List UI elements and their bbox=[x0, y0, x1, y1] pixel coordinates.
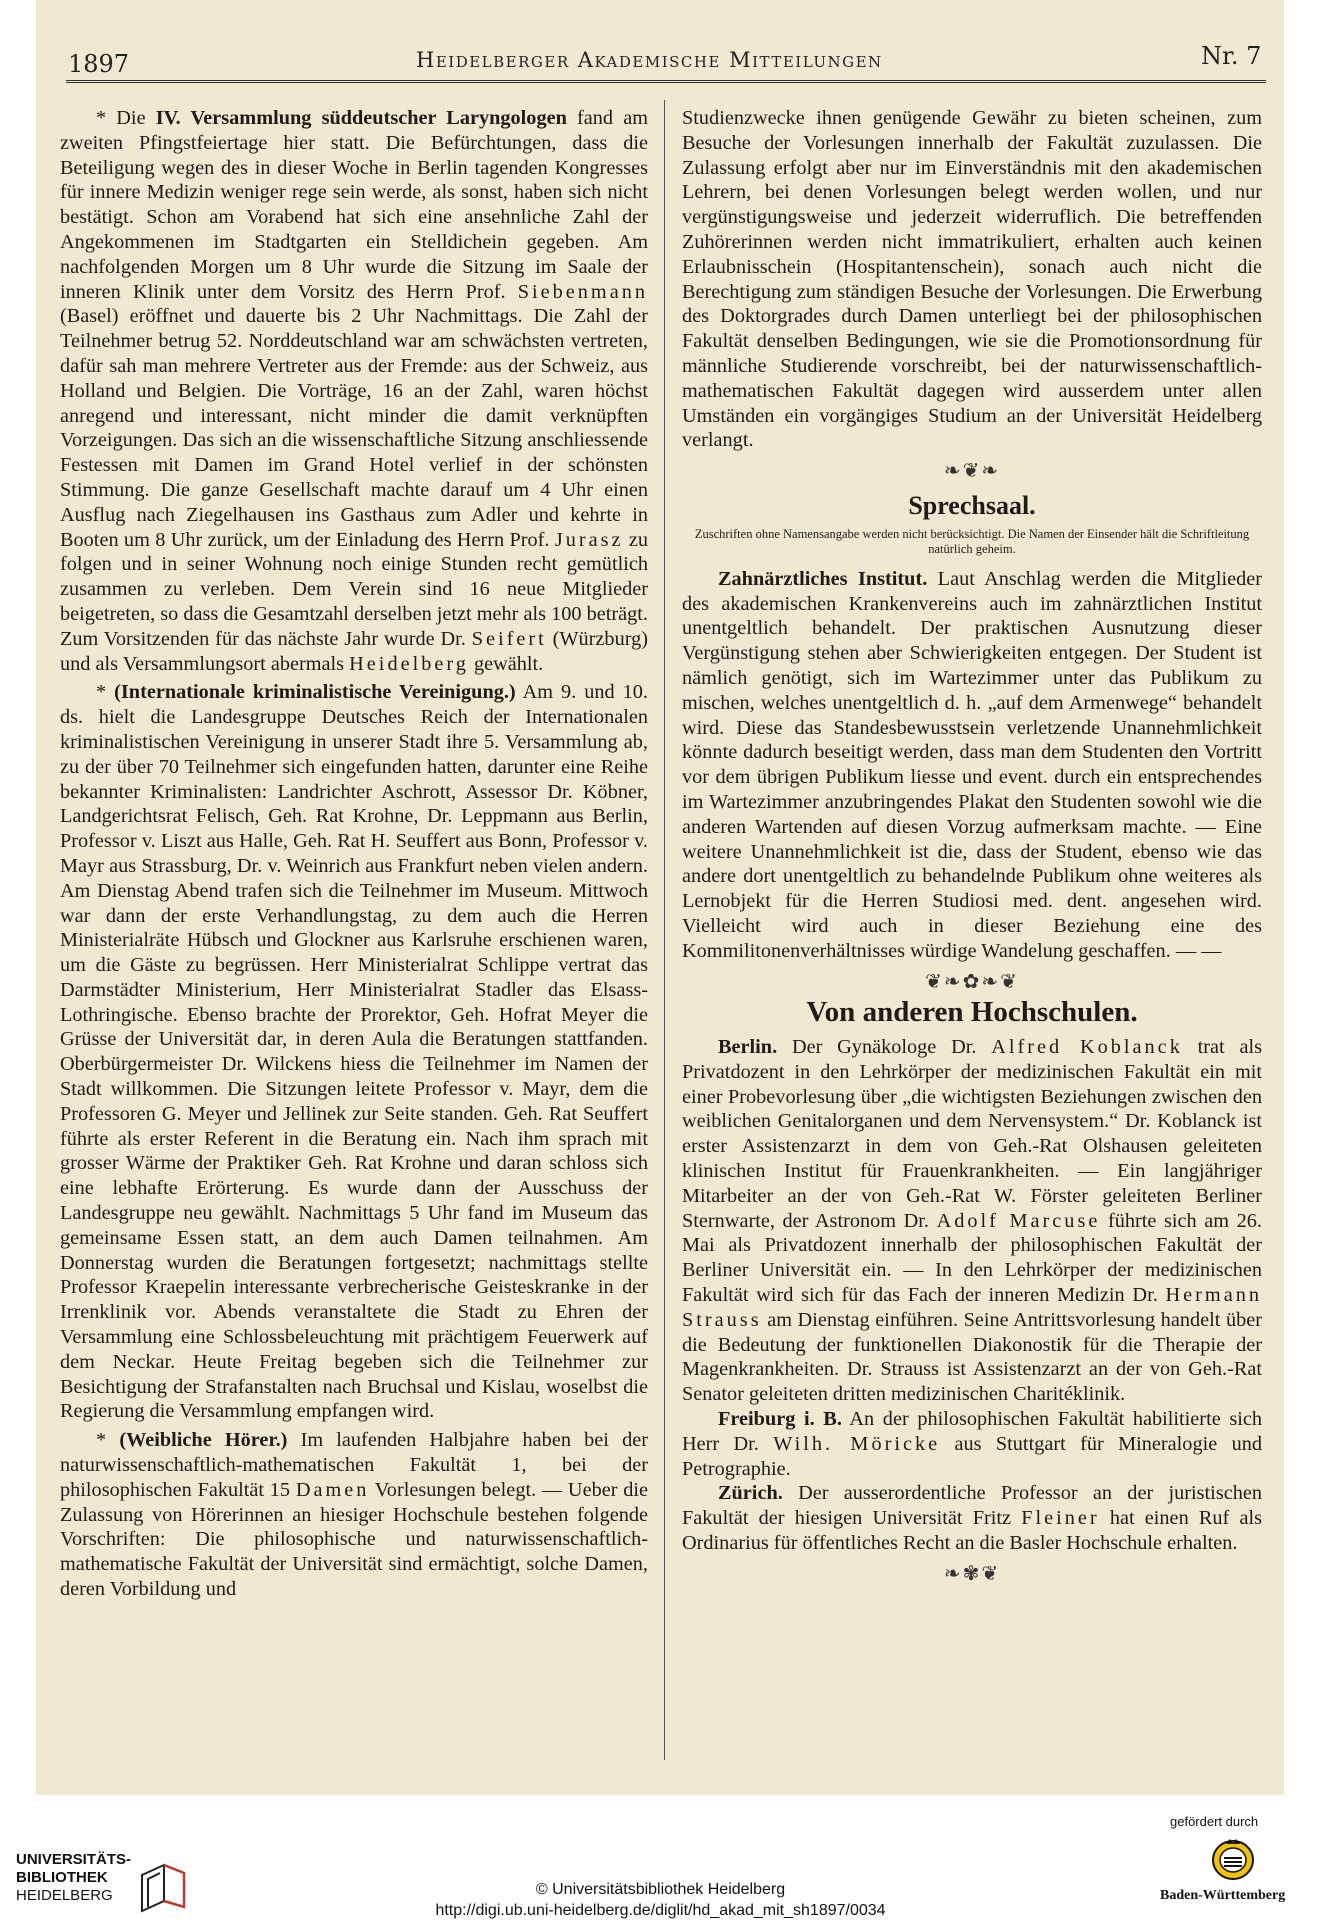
funding-state-label: Baden-Württemberg bbox=[1160, 1888, 1286, 1903]
copyright-notice: © Universitätsbibliothek Heidelberg bbox=[535, 1881, 786, 1898]
article-zahnaerztliches-institut: Zahnärztliches Institut. Laut Anschlag werden die Mitglieder des akademischen Krankenvereins auch im zahnärztlichen Institut unentgeltlich behandelt. Der praktischen Ausnutzung dieser Vergünstigung stehen aber Schwierigkeiten entgegen. Der Student ist nämlich genötigt, sich im Wartezimmer unter das Publikum zu mischen, welches unentgeltlich d. h. „auf dem Armenwege“ behandelt wird. Diese das Standesbewusstsein verletzende Unannehmlichkeit könnte dadurch beseitigt werden, dass man dem Studenten den Vortritt vor dem übrigen Publikum liesse und event. durch ein entsprechendes im Wartezimmer anzubringendes Plakat den Studenten sowohl wie die anderen Wartenden auf diesen Vorzug aufmerksam machte. — Eine weitere Unannehmlichkeit ist die, dass der Student, ebenso wie das andere dort unentgeltlich zu behandelnde Publikum ohne weiteres als Lernobjekt für die Herren Studiosi med. dent. angesehen wird. Vielleicht wird auch in dieser Beziehung eine des Kommilitonenverhältnisses würdige Wandelung geschaffen. — — bbox=[682, 567, 1262, 962]
column-divider bbox=[664, 100, 665, 1760]
page-title: Heidelberger Akademische Mitteilungen bbox=[416, 48, 883, 72]
left-column bbox=[60, 106, 648, 1602]
article-berlin: Berlin. Der Gynäkologe Dr. Alfred Koblanck trat als Privatdozent in den Lehrkörper der medizinischen Fakultät ein mit einer Probevorlesung über „die wichtigsten Beziehungen zwischen den weiblichen Genitalorganen und dem Nervensystem.“ Dr. Koblanck ist erster Assistenzarzt in dem von Geh.-Rat Olshausen geleiteten klinischen Institut für Frauenkrankheiten. — Ein langjähriger Mitarbeiter an der von Geh.-Rat W. Förster geleiteten Berliner Sternwarte, der Astronom Dr. Adolf Marcuse führte sich am 26. Mai als Privatdozent innerhalb der philosophischen Fakultät der Berliner Universität ein. — In den Lehrkörper der medizinischen Fakultät wird sich für das Fach der inneren Medizin Dr. Hermann Strauss am Dienstag einführen. Seine Antrittsvorlesung handelt über die Bedeutung der funktionellen Diakonostik für die Therapie der Magenkrankheiten. Dr. Strauss ist Assistenzarzt an der von Geh.-Rat Senator geleiteten dritten medizinischen Charitéklinik. bbox=[682, 1036, 1262, 1406]
baden-wuerttemberg-emblem-icon bbox=[1210, 1836, 1256, 1882]
header-rule bbox=[66, 80, 1266, 83]
ornament-divider: ❦❧✿❧❦ bbox=[925, 970, 1019, 993]
library-name-line2: BIBLIOTHEK bbox=[16, 1869, 108, 1886]
newspaper-page bbox=[36, 0, 1284, 1795]
article-weibliche-hoerer-continued: Studienzwecke ihnen genügende Gewähr zu bieten scheinen, zum Besuche der Vorlesungen innerhalb der Fakultät zuzulassen. Die Zulassung erfolgt aber nur im Einverständnis mit den akademischen Lehrern, bei denen Vorlesungen belegt werden wollen, und nur vergünstigungsweise und jederzeit widerruflich. Die betreffenden Zuhörerinnen werden nicht immatrikuliert, erhalten auch keinen Erlaubnisschein (Hospitantenschein), sonach auch nicht die Berechtigung zum ständigen Besuche der Vorlesungen. Die Erwerbung des Doktorgrades durch Damen unterliegt bei der philosophischen Fakultät denselben Bedingungen, wie sie die Promotionsordnung für männliche Studierende vorschreibt, bei der naturwissenschaftlich-mathematischen Fakultät dagegen wird ausserdem unter allen Umständen ein vorgängiges Studium an der Universität Heidelberg verlangt. bbox=[682, 107, 1262, 452]
page-year: 1897 bbox=[68, 50, 130, 78]
permalink-url[interactable]: http://digi.ub.uni-heidelberg.de/diglit/hd_akad_mit_sh1897/0034 bbox=[435, 1902, 886, 1919]
ornament-divider: ❧❦❧ bbox=[943, 460, 1001, 483]
library-name-line3: HEIDELBERG bbox=[16, 1887, 113, 1904]
right-column bbox=[682, 106, 1262, 1593]
library-name-line1: UNIVERSITÄTS- bbox=[16, 1851, 132, 1868]
ornament-divider: ❧✾❦ bbox=[943, 1562, 1001, 1585]
section-title-sprechsaal: Sprechsaal. bbox=[908, 490, 1036, 520]
section-title-hochschulen: Von anderen Hochschulen. bbox=[806, 996, 1138, 1029]
funded-by-label: gefördert durch bbox=[1170, 1814, 1259, 1829]
article-freiburg: Freiburg i. B. An der philosophischen Fakultät habilitierte sich Herr Dr. Wilh. Möricke aus Stuttgart für Mineralogie und Petrographie. bbox=[682, 1408, 1263, 1480]
article-laryngologen: * Die IV. Versammlung süddeutscher Laryngologen fand am zweiten Pfingstfeiertage hier statt. Die Befürchtungen, dass die Beteiligung wegen des in dieser Woche in Berlin tagenden Kongresses für innere Medizin weniger rege sein werde, als sonst, haben sich nicht bestätigt. Schon am Vorabend hat sich eine ansehnliche Zahl der Angekommenen im Stadtgarten ein Stelldichein gegeben. Am nachfolgenden Morgen um 8 Uhr wurde die Sitzung im Saale der inneren Klinik unter dem Vorsitz des Herrn Prof. Siebenmann (Basel) eröffnet und dauerte bis 2 Uhr Nachmittags. Die Zahl der Teilnehmer betrug 52. Norddeutschland war am schwächsten vertreten, dafür sah man mehrere Vertreter aus der Fremde: aus der Schweiz, aus Holland und Belgien. Die Vorträge, 16 an der Zahl, waren höchst anregend und interessant, nicht minder die damit verknüpften Vorzeigungen. Das sich an die wissenschaftliche Sitzung anschliessende Festessen mit Damen im Grand Hotel verlief in der schönsten Stimmung. Die ganze Gesellschaft machte darauf um 4 Uhr einen Ausflug nach Ziegelhausen ins Gasthaus zum Adler und kehrte in Booten um 8 Uhr zurück, um der Einladung des Herrn Prof. Jurasz zu folgen und in seiner Wohnung noch einige Stunden recht gemütlich zusammen zu verleben. Dem Verein sind 16 neue Mitglieder beigetreten, so dass die Gesamtzahl derselben jetzt mehr als 100 beträgt. Zum Vorsitzenden für das nächste Jahr wurde Dr. Seifert (Würzburg) und als Versammlungsort abermals Heidelberg gewählt. bbox=[60, 107, 648, 675]
article-zuerich: Zürich. Der ausserordentliche Professor an der juristischen Fakultät der hiesigen Universität Fritz Fleiner hat einen Ruf als Ordinarius für öffentliches Recht an die Basler Hochschule erhalten. bbox=[682, 1482, 1262, 1555]
article-kriminalistische-vereinigung: * (Internationale kriminalistische Vereinigung.) Am 9. und 10. ds. hielt die Landesgruppe Deutsches Reich der Internationalen kriminalistischen Vereinigung in unserer Stadt ihre 5. Versammlung ab, zu der über 70 Teilnehmer sich eingefunden hatten, darunter eine Reihe bekannter Kriminalisten: Landrichter Aschrott, Assessor Dr. Köbner, Landgerichtsrat Felisch, Geh. Rat Krohne, Dr. Leppmann aus Berlin, Professor v. Liszt aus Halle, Geh. Rat H. Seuffert aus Bonn, Professor v. Mayr aus Strassburg, Dr. v. Weinrich aus Frankfurt neben vielen andern. Am Dienstag Abend trafen sich die Teilnehmer im Museum. Mittwoch war dann der erste Verhandlungstag, zu dem auch die Herren Ministerialräte Hübsch und Glockner aus Karlsruhe erschienen waren, um die Gäste zu begrüssen. Herr Ministerialrat Schlippe vertrat das Darmstädter Ministerium, Herr Ministerialrat Stadler das Elsass-Lothringische. Ebenso brachte der Prorektor, Geh. Hofrat Meyer die Grüsse der Universität dar, in deren Aula die Beratungen stattfanden. Oberbürgermeister Dr. Wilckens hiess die Teilnehmer im Namen der Stadt willkommen. Die Sitzungen leitete Professor v. Mayr, dem die Professoren G. Meyer und Jellinek zur Seite standen. Geh. Rat Seuffert führte als erster Referent in die Beratung ein. Nach ihm sprach mit grosser Wärme der Praktiker Geh. Rat Krohne und daran schloss sich eine lebhafte Erörterung. Es wurde dann der Ausschuss der Landesgruppe neu gewählt. Nachmittags 5 Uhr fand im Museum das gemeinsame Essen statt, an dem auch Damen teilnahmen. Am Donnerstag wurden die Beratungen fortgesetzt; nachmittags stellte Professor Kraepelin interessante verbrecherische Geisteskranke in der Irrenklinik vor. Abends veranstaltete die Stadt zu Ehren der Versammlung eine Schlossbeleuchtung mit prächtigem Feuerwerk auf dem Neckar. Heute Freitag begeben sich die Teilnehmer zur Besichtigung der Strafanstalten nach Bruchsal und Kislau, woselbst die Regierung die Versammlung empfangen wird. bbox=[60, 681, 648, 1423]
issue-number: Nr. 7 bbox=[1201, 42, 1262, 70]
article-weibliche-hoerer: * (Weibliche Hörer.) Im laufenden Halbjahre haben bei der naturwissenschaftlich-mathematischen Fakultät 1, bei der philosophischen Fakultät 15 Damen Vorlesungen belegt. — Ueber die Zulassung von Hörerinnen an hiesiger Hochschule bestehen folgende Vorschriften: Die philosophische und naturwissenschaftlich-mathematische Fakultät der Universität sind ermächtigt, solche Damen, deren Vorbildung und bbox=[60, 1429, 649, 1601]
sprechsaal-note: Zuschriften ohne Namensangabe werden nicht berücksichtigt. Die Namen der Einsender hält die Schriftleitung natürlich geheim. bbox=[694, 526, 1250, 556]
